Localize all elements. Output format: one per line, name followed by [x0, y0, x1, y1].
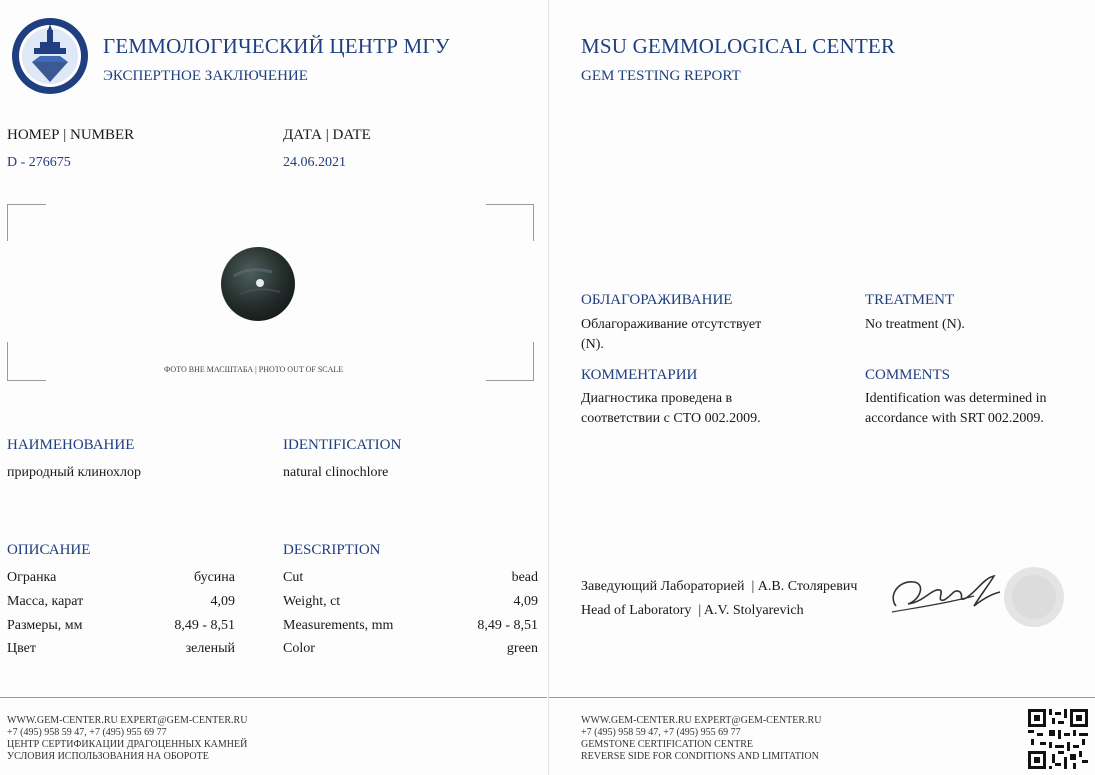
number-value: D - 276675	[7, 155, 71, 170]
desc-key-ru: Цвет	[7, 641, 36, 656]
footer-centre: ЦЕНТР СЕРТИФИКАЦИИ ДРАГОЦЕННЫХ КАМНЕЙ	[7, 739, 248, 750]
desc-key-ru: Масса, карат	[7, 594, 84, 609]
treatment-label-en: TREATMENT	[865, 292, 955, 308]
date-label: ДАТА | DATE	[283, 127, 371, 143]
desc-key-en: Weight, ct	[283, 594, 341, 609]
seal	[1003, 566, 1065, 628]
desc-key-ru: Огранка	[7, 570, 57, 585]
name-label-en: IDENTIFICATION	[283, 437, 402, 453]
comments-value-ru-line2: соответствии с СТО 002.2009.	[581, 411, 761, 426]
desc-key-en: Cut	[283, 570, 304, 585]
comments-label-en: COMMENTS	[865, 367, 951, 383]
footer-divider-left	[0, 697, 547, 698]
number-label: НОМЕР | NUMBER	[7, 127, 135, 143]
photo-frame-bottom-right	[486, 342, 534, 381]
footer-right	[581, 715, 821, 763]
comments-label-ru: КОММЕНТАРИИ	[581, 367, 698, 383]
footer-conditions-en: REVERSE SIDE FOR CONDITIONS AND LIMITATION	[581, 751, 819, 762]
gem-photo	[220, 246, 296, 322]
msu-logo	[10, 16, 90, 96]
name-label-ru: НАИМЕНОВАНИЕ	[7, 437, 135, 453]
name-value-ru: природный клинохлор	[7, 465, 142, 480]
treatment-value-ru-line2: (N).	[581, 337, 604, 352]
desc-value-en: 4,09	[513, 594, 538, 609]
qr-code	[1028, 709, 1088, 769]
comments-value-en-line2: accordance with SRT 002.2009.	[865, 411, 1044, 426]
desc-value-en: 8,49 - 8,51	[477, 618, 538, 633]
footer-left	[7, 715, 247, 763]
name-value-en: natural clinochlore	[283, 465, 389, 480]
desc-label-ru: ОПИСАНИЕ	[7, 542, 91, 558]
report-title-en: GEM TESTING REPORT	[581, 68, 741, 84]
footer-centre-en: GEMSTONE CERTIFICATION CENTRE	[581, 739, 753, 750]
photo-caption: ФОТО ВНЕ МАСШТАБА | PHOTO OUT OF SCALE	[164, 365, 344, 374]
desc-key-en: Color	[283, 641, 315, 656]
comments-value-en-line1: Identification was determined in	[865, 391, 1047, 406]
photo-frame-top-right	[486, 204, 534, 241]
head-of-lab-en: Head of Laboratory | A.V. Stolyarevich	[581, 603, 804, 618]
footer-web: WWW.GEM-CENTER.RU EXPERT@GEM-CENTER.RU	[7, 715, 248, 726]
photo-frame-bottom-left	[7, 342, 46, 381]
treatment-label-ru: ОБЛАГОРАЖИВАНИЕ	[581, 292, 733, 308]
org-title-ru: ГЕММОЛОГИЧЕСКИЙ ЦЕНТР МГУ	[103, 34, 450, 58]
center-fold	[548, 0, 549, 775]
treatment-value-en: No treatment (N).	[865, 317, 965, 332]
signature	[884, 566, 1002, 622]
desc-key-ru: Размеры, мм	[7, 618, 83, 633]
date-value: 24.06.2021	[283, 155, 346, 170]
desc-value-en: bead	[511, 570, 538, 585]
desc-value-ru: бусина	[193, 570, 235, 585]
treatment-value-ru-line1: Облагораживание отсутствует	[581, 317, 762, 332]
desc-value-ru: 8,49 - 8,51	[174, 618, 235, 633]
comments-value-ru-line1: Диагностика проведена в	[581, 391, 733, 406]
report-title-ru: ЭКСПЕРТНОЕ ЗАКЛЮЧЕНИЕ	[103, 68, 308, 84]
footer-phone: +7 (495) 958 59 47, +7 (495) 955 69 77	[7, 727, 167, 738]
desc-value-ru: зеленый	[185, 641, 235, 656]
head-of-lab-ru: Заведующий Лабораторией | А.В. Столяревич	[581, 579, 858, 594]
org-title-en: MSU GEMMOLOGICAL CENTER	[581, 34, 896, 58]
desc-value-en: green	[506, 641, 538, 656]
desc-label-en: DESCRIPTION	[283, 542, 381, 558]
footer-divider-right	[549, 697, 1095, 698]
footer-web-en: WWW.GEM-CENTER.RU EXPERT@GEM-CENTER.RU	[581, 715, 822, 726]
desc-value-ru: 4,09	[210, 594, 235, 609]
photo-frame-top-left	[7, 204, 46, 241]
footer-phone-en: +7 (495) 958 59 47, +7 (495) 955 69 77	[581, 727, 741, 738]
footer-conditions: УСЛОВИЯ ИСПОЛЬЗОВАНИЯ НА ОБОРОТЕ	[7, 751, 209, 762]
desc-key-en: Measurements, mm	[283, 618, 394, 633]
